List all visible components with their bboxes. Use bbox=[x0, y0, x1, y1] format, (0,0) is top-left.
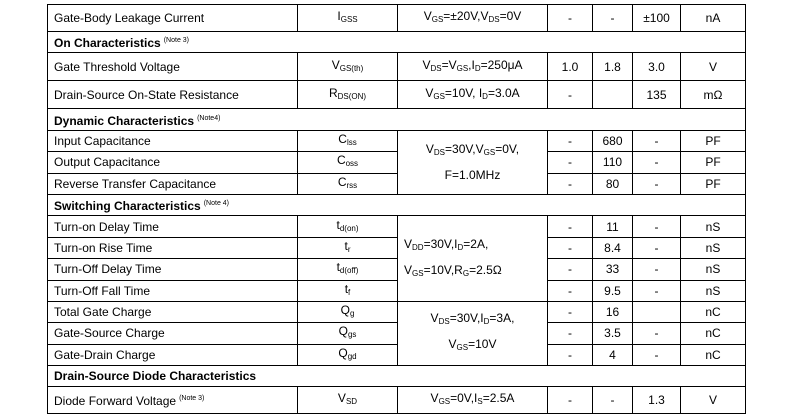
test-condition: $V_{GS}=10V$, $I_D=3.0A$ bbox=[398, 81, 548, 109]
parameter-name bbox=[48, 53, 298, 81]
parameter-name bbox=[48, 237, 298, 258]
min-value: - bbox=[548, 259, 593, 280]
typ-value: 680 bbox=[593, 130, 633, 151]
parameter-name bbox=[48, 344, 298, 365]
parameter-name bbox=[48, 130, 298, 151]
section-title bbox=[48, 32, 746, 53]
table-row bbox=[48, 130, 746, 151]
symbol bbox=[298, 130, 398, 151]
min-value: - bbox=[548, 301, 593, 322]
parameter-note: (Note 3) bbox=[179, 395, 205, 403]
min-value: - bbox=[548, 237, 593, 258]
typ-value: 1.8 bbox=[593, 53, 633, 81]
section-row bbox=[48, 109, 746, 130]
table-row bbox=[48, 344, 746, 365]
test-condition: $V_{DS}=V_{GS},I_D=250\mu A$ bbox=[398, 53, 548, 81]
unit-value: nS bbox=[681, 216, 746, 237]
symbol-subscript: g bbox=[349, 309, 355, 319]
table-row bbox=[48, 259, 746, 280]
min-value: - bbox=[548, 130, 593, 151]
section-row bbox=[48, 194, 746, 215]
symbol-letter: C bbox=[336, 153, 346, 168]
symbol bbox=[298, 323, 398, 344]
parameter-name-text: Diode Forward Voltage bbox=[54, 394, 177, 409]
section-note: (Note 4) bbox=[203, 200, 230, 208]
unit-value: nS bbox=[681, 259, 746, 280]
min-value: - bbox=[548, 344, 593, 365]
symbol-subscript: rss bbox=[346, 180, 358, 190]
parameter-name-text: Turn-Off Delay Time bbox=[54, 262, 162, 277]
section-title bbox=[48, 366, 746, 387]
symbol-subscript: f bbox=[348, 287, 351, 297]
symbol-subscript: d(off) bbox=[339, 266, 359, 276]
unit-value: mΩ bbox=[681, 81, 746, 109]
symbol-letter: R bbox=[328, 85, 338, 100]
max-value: - bbox=[633, 173, 681, 194]
section-row bbox=[48, 366, 746, 387]
symbol bbox=[298, 237, 398, 258]
min-value: - bbox=[548, 323, 593, 344]
table-row bbox=[48, 323, 746, 344]
symbol-letter: Q bbox=[338, 324, 348, 339]
parameter-name bbox=[48, 5, 298, 32]
symbol-subscript: r bbox=[347, 244, 351, 254]
typ-value: 11 bbox=[593, 216, 633, 237]
typ-value: 4 bbox=[593, 344, 633, 365]
symbol bbox=[298, 387, 398, 414]
table-row bbox=[48, 237, 746, 258]
max-value: - bbox=[633, 237, 681, 258]
symbol-letter: I bbox=[337, 9, 341, 23]
typ-value: 3.5 bbox=[593, 323, 633, 344]
section-title bbox=[48, 109, 746, 130]
typ-value: 80 bbox=[593, 173, 633, 194]
table-row bbox=[48, 81, 746, 109]
table-row bbox=[48, 152, 746, 173]
max-value: - bbox=[633, 130, 681, 151]
parameter-name-text: Output Capacitance bbox=[54, 155, 161, 170]
max-value: 3.0 bbox=[633, 53, 681, 81]
symbol-letter: t bbox=[336, 217, 340, 232]
parameter-name-text: Gate-Body Leakage Current bbox=[54, 11, 205, 25]
test-condition: $V_{DS}=30V,V_{GS}=0V$, F=1.0MHz bbox=[398, 130, 548, 194]
parameter-name-text: Total Gate Charge bbox=[54, 305, 152, 320]
typ-value: 16 bbox=[593, 301, 633, 322]
symbol bbox=[298, 173, 398, 194]
parameter-name-text: Input Capacitance bbox=[54, 133, 151, 148]
typ-value: - bbox=[593, 387, 633, 414]
parameter-name-text: Gate-Source Charge bbox=[54, 326, 165, 341]
max-value: - bbox=[633, 344, 681, 365]
unit-value: PF bbox=[681, 130, 746, 151]
min-value: - bbox=[548, 387, 593, 414]
symbol-subscript: GSS bbox=[340, 15, 358, 24]
max-value bbox=[633, 301, 681, 322]
max-value: ±100 bbox=[633, 5, 681, 32]
min-value: - bbox=[548, 280, 593, 301]
max-value: - bbox=[633, 259, 681, 280]
table-row bbox=[48, 301, 746, 322]
parameter-name bbox=[48, 387, 298, 414]
test-condition: $V_{DS}=30V,I_D=3A$, $V_{GS}=10V$ bbox=[398, 301, 548, 365]
symbol-subscript: DS(ON) bbox=[337, 91, 367, 101]
section-note: (Note 3) bbox=[163, 37, 190, 45]
typ-value: 33 bbox=[593, 259, 633, 280]
section-title bbox=[48, 194, 746, 215]
max-value: - bbox=[633, 216, 681, 237]
symbol bbox=[298, 5, 398, 32]
unit-value: V bbox=[681, 387, 746, 414]
max-value: - bbox=[633, 152, 681, 173]
symbol bbox=[298, 259, 398, 280]
parameter-name bbox=[48, 216, 298, 237]
section-title-text: On Characteristics bbox=[54, 36, 161, 51]
symbol-subscript: d(on) bbox=[339, 223, 359, 233]
symbol-letter: Q bbox=[338, 345, 348, 360]
symbol-subscript: gs bbox=[347, 330, 357, 340]
section-note: (Note4) bbox=[197, 114, 221, 122]
symbol bbox=[298, 152, 398, 173]
symbol bbox=[298, 344, 398, 365]
symbol-subscript: GS(th) bbox=[339, 63, 364, 73]
table-row bbox=[48, 387, 746, 414]
max-value: 135 bbox=[633, 81, 681, 109]
symbol bbox=[298, 216, 398, 237]
max-value: 1.3 bbox=[633, 387, 681, 414]
unit-value: nC bbox=[681, 344, 746, 365]
symbol-letter: t bbox=[344, 281, 349, 296]
typ-value: 110 bbox=[593, 152, 633, 173]
parameter-name-text: Turn-on Delay Time bbox=[54, 219, 159, 234]
typ-value: - bbox=[593, 5, 633, 32]
table-body bbox=[48, 5, 746, 414]
symbol-letter: V bbox=[337, 391, 346, 406]
unit-value: PF bbox=[681, 152, 746, 173]
table-row bbox=[48, 5, 746, 32]
symbol-letter: t bbox=[344, 238, 348, 253]
test-condition: $V_{GS}=\pm 20V,V_{DS}=0V$ bbox=[398, 5, 548, 32]
max-value: - bbox=[633, 323, 681, 344]
max-value: - bbox=[633, 280, 681, 301]
parameter-name bbox=[48, 81, 298, 109]
section-title-text: Switching Characteristics bbox=[54, 199, 201, 214]
electrical-characteristics-table-wrapper bbox=[47, 4, 746, 414]
unit-value: nC bbox=[681, 323, 746, 344]
min-value: - bbox=[548, 81, 593, 109]
symbol-subscript: gd bbox=[347, 351, 357, 361]
unit-value: nA bbox=[681, 5, 746, 32]
test-condition: $V_{GS}=0V,I_S=2.5A$ bbox=[398, 387, 548, 414]
electrical-characteristics-table bbox=[47, 4, 746, 414]
parameter-name bbox=[48, 259, 298, 280]
symbol-subscript: SD bbox=[345, 397, 358, 407]
unit-value: nC bbox=[681, 301, 746, 322]
parameter-name bbox=[48, 152, 298, 173]
parameter-name bbox=[48, 301, 298, 322]
typ-value bbox=[593, 81, 633, 109]
typ-value: 8.4 bbox=[593, 237, 633, 258]
symbol-subscript: lss bbox=[346, 137, 357, 147]
min-value: - bbox=[548, 173, 593, 194]
table-row bbox=[48, 216, 746, 237]
symbol bbox=[298, 280, 398, 301]
symbol-letter: C bbox=[337, 174, 347, 189]
min-value: - bbox=[548, 152, 593, 173]
min-value: 1.0 bbox=[548, 53, 593, 81]
typ-value: 9.5 bbox=[593, 280, 633, 301]
section-row bbox=[48, 32, 746, 53]
test-condition: $V_{DD}=30V,I_D=2A$, $V_{GS}=10V,R_G=2.5\Omega$ bbox=[398, 216, 548, 302]
unit-value: nS bbox=[681, 280, 746, 301]
symbol bbox=[298, 53, 398, 81]
parameter-name-text: Gate Threshold Voltage bbox=[54, 59, 180, 74]
symbol-letter: C bbox=[338, 131, 347, 146]
symbol-letter: Q bbox=[340, 303, 350, 318]
symbol-letter: V bbox=[331, 57, 340, 72]
symbol bbox=[298, 81, 398, 109]
parameter-name-text: Turn-Off Fall Time bbox=[54, 283, 151, 298]
section-title-text: Drain-Source Diode Characteristics bbox=[54, 369, 257, 384]
symbol bbox=[298, 301, 398, 322]
parameter-name-text: Drain-Source On-State Resistance bbox=[54, 87, 239, 102]
table-row bbox=[48, 280, 746, 301]
parameter-name-text: Turn-on Rise Time bbox=[54, 240, 153, 255]
parameter-name-text: Reverse Transfer Capacitance bbox=[54, 176, 217, 191]
table-row bbox=[48, 53, 746, 81]
parameter-name bbox=[48, 173, 298, 194]
min-value: - bbox=[548, 216, 593, 237]
unit-value: nS bbox=[681, 237, 746, 258]
unit-value: V bbox=[681, 53, 746, 81]
unit-value: PF bbox=[681, 173, 746, 194]
symbol-letter: t bbox=[336, 260, 340, 275]
parameter-name bbox=[48, 323, 298, 344]
table-row bbox=[48, 173, 746, 194]
parameter-name-text: Gate-Drain Charge bbox=[54, 347, 156, 362]
parameter-name bbox=[48, 280, 298, 301]
min-value: - bbox=[548, 5, 593, 32]
section-title-text: Dynamic Characteristics bbox=[54, 113, 195, 128]
symbol-subscript: oss bbox=[345, 159, 359, 169]
